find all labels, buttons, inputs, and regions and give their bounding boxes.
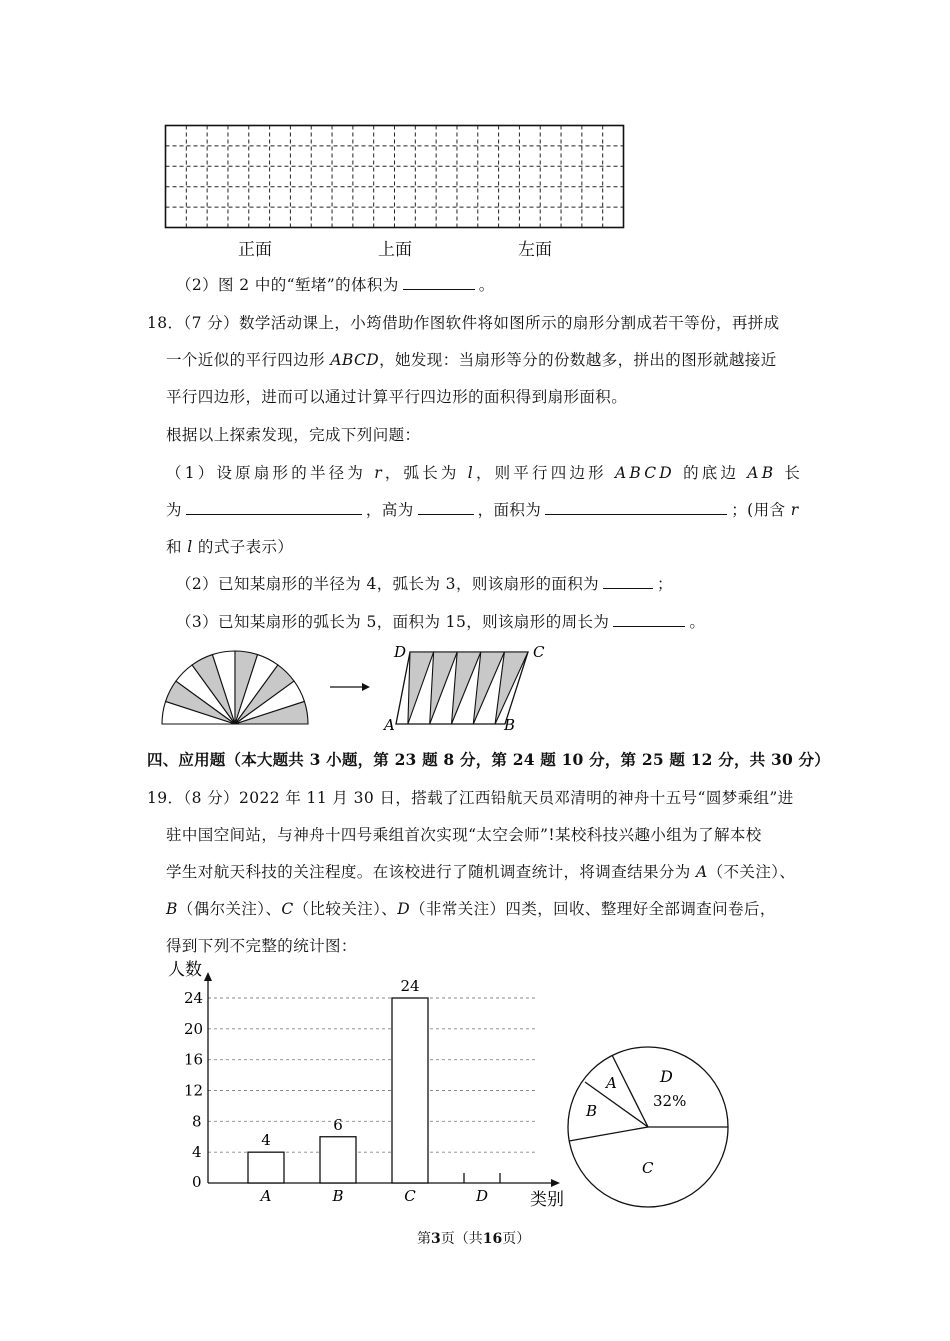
- bar-category-B: B: [332, 1187, 344, 1205]
- pie-divider-D-A: [612, 1055, 648, 1127]
- pie-chart: [562, 1044, 732, 1214]
- q18-header-line3: 平行四边形，进而可以通过计算平行四边形的面积得到扇形面积。: [166, 388, 628, 406]
- q18-part2: （2）已知某扇形的半径为 4，弧长为 3，则该扇形的面积为 ；: [176, 575, 673, 593]
- q18-header-line1: 18．（7 分）数学活动课上，小筠借助作图软件将如图所示的扇形分割成若干等份，再拼成: [147, 314, 780, 332]
- bar-C: [392, 998, 428, 1183]
- bar-ytick-label: 24: [184, 989, 204, 1007]
- bar-category-C: C: [404, 1187, 416, 1205]
- bar-A: [248, 1152, 284, 1183]
- q18-area-blank[interactable]: [545, 513, 727, 515]
- arrow-head: [362, 683, 370, 691]
- q18-part3: （3）已知某扇形的弧长为 5，面积为 15，则该扇形的周长为 。: [176, 613, 706, 631]
- q19-line2: 驻中国空间站，与神舟十四号乘组首次实现“太空会师”!某校科技兴趣小组为了解本校: [166, 826, 762, 844]
- bar-ytick-label: 4: [192, 1143, 202, 1162]
- bar-datalabel-C: 24: [400, 977, 420, 995]
- q19-line4: B（偶尔关注）、C（比较关注）、D（非常关注）四类，回收、整理好全部调查问卷后，: [166, 900, 776, 918]
- three-view-grid: [164, 124, 626, 230]
- label-D: D: [394, 643, 407, 661]
- q19-line5: 得到下列不完整的统计图：: [166, 937, 357, 955]
- bar-datalabel-A: 4: [261, 1131, 271, 1150]
- q18-intro: 根据以上探索发现，完成下列问题：: [166, 426, 421, 444]
- q19-line1: 19．（8 分）2022 年 11 月 30 日，搭载了江西铅航天员邓清明的神舟十五号“圆梦乘组”进: [147, 789, 794, 807]
- q19-line3: 学生对航天科技的关注程度。在该校进行了随机调查统计，将调查结果分为 A（不关注）、: [166, 863, 796, 881]
- q17-part2: （2）图 2 中的“堑堵”的体积为 。: [176, 276, 495, 294]
- grid-label-top: 上面: [378, 240, 412, 260]
- bar-datalabel-B: 6: [333, 1115, 343, 1134]
- bar-x-axis-arrow: [551, 1179, 560, 1187]
- pie-slice-label-B: B: [586, 1102, 598, 1120]
- bar-ytick-label: 16: [184, 1050, 204, 1069]
- bar-category-A: A: [260, 1187, 272, 1205]
- pie-slice-label-C: C: [642, 1159, 654, 1177]
- q18-header-line2: 一个近似的平行四边形 ABCD，她发现：当扇形等分的份数越多，拼出的图形就越接近: [166, 351, 777, 369]
- bar-ytick-label: 8: [192, 1112, 202, 1131]
- page-footer: 第3页（共16页）: [417, 1231, 531, 1247]
- q18-figure: [160, 640, 545, 735]
- pie-divider-B-C: [569, 1127, 648, 1141]
- bar-y-axis-arrow: [204, 972, 212, 981]
- label-C: C: [533, 643, 545, 661]
- pie-slice-label-A: A: [606, 1074, 617, 1092]
- q18-part3-blank[interactable]: [613, 625, 685, 627]
- section4-heading: 四、应用题（本大题共 3 小题，第 23 题 8 分，第 24 题 10 分，第 25 题 12 分，共 30 分）: [147, 750, 830, 769]
- pie-slice-label-D: D: [660, 1067, 673, 1086]
- q18-height-blank[interactable]: [418, 513, 474, 515]
- q18-part1-line2: 为 ，高为 ，面积为 ；(用含 r: [166, 501, 799, 519]
- q18-part1-line1: （1）设原扇形的半径为 r，弧长为 l，则平行四边形 ABCD 的底边 AB 长: [166, 464, 804, 482]
- pie-slice-value-D: 32%: [653, 1092, 687, 1110]
- bar-ytick-label: 0: [192, 1173, 202, 1191]
- q18-part1-line3: 和 l 的式子表示）: [166, 538, 294, 556]
- label-B: B: [504, 716, 516, 734]
- q17-answer-blank[interactable]: [403, 288, 475, 290]
- grid-label-front: 正面: [238, 240, 272, 260]
- bar-ytick-label: 20: [184, 1019, 204, 1038]
- label-A: A: [384, 716, 395, 734]
- q18-base-blank[interactable]: [186, 513, 362, 515]
- bar-B: [320, 1137, 356, 1183]
- q18-part2-blank[interactable]: [603, 587, 653, 589]
- bar-ytick-label: 12: [184, 1081, 204, 1100]
- bar-chart-ylabel: 人数: [168, 960, 202, 980]
- grid-label-left: 左面: [518, 240, 552, 260]
- bar-chart-xlabel: 类别: [530, 1190, 564, 1210]
- bar-chart: [160, 955, 580, 1215]
- bar-category-D: D: [475, 1187, 489, 1205]
